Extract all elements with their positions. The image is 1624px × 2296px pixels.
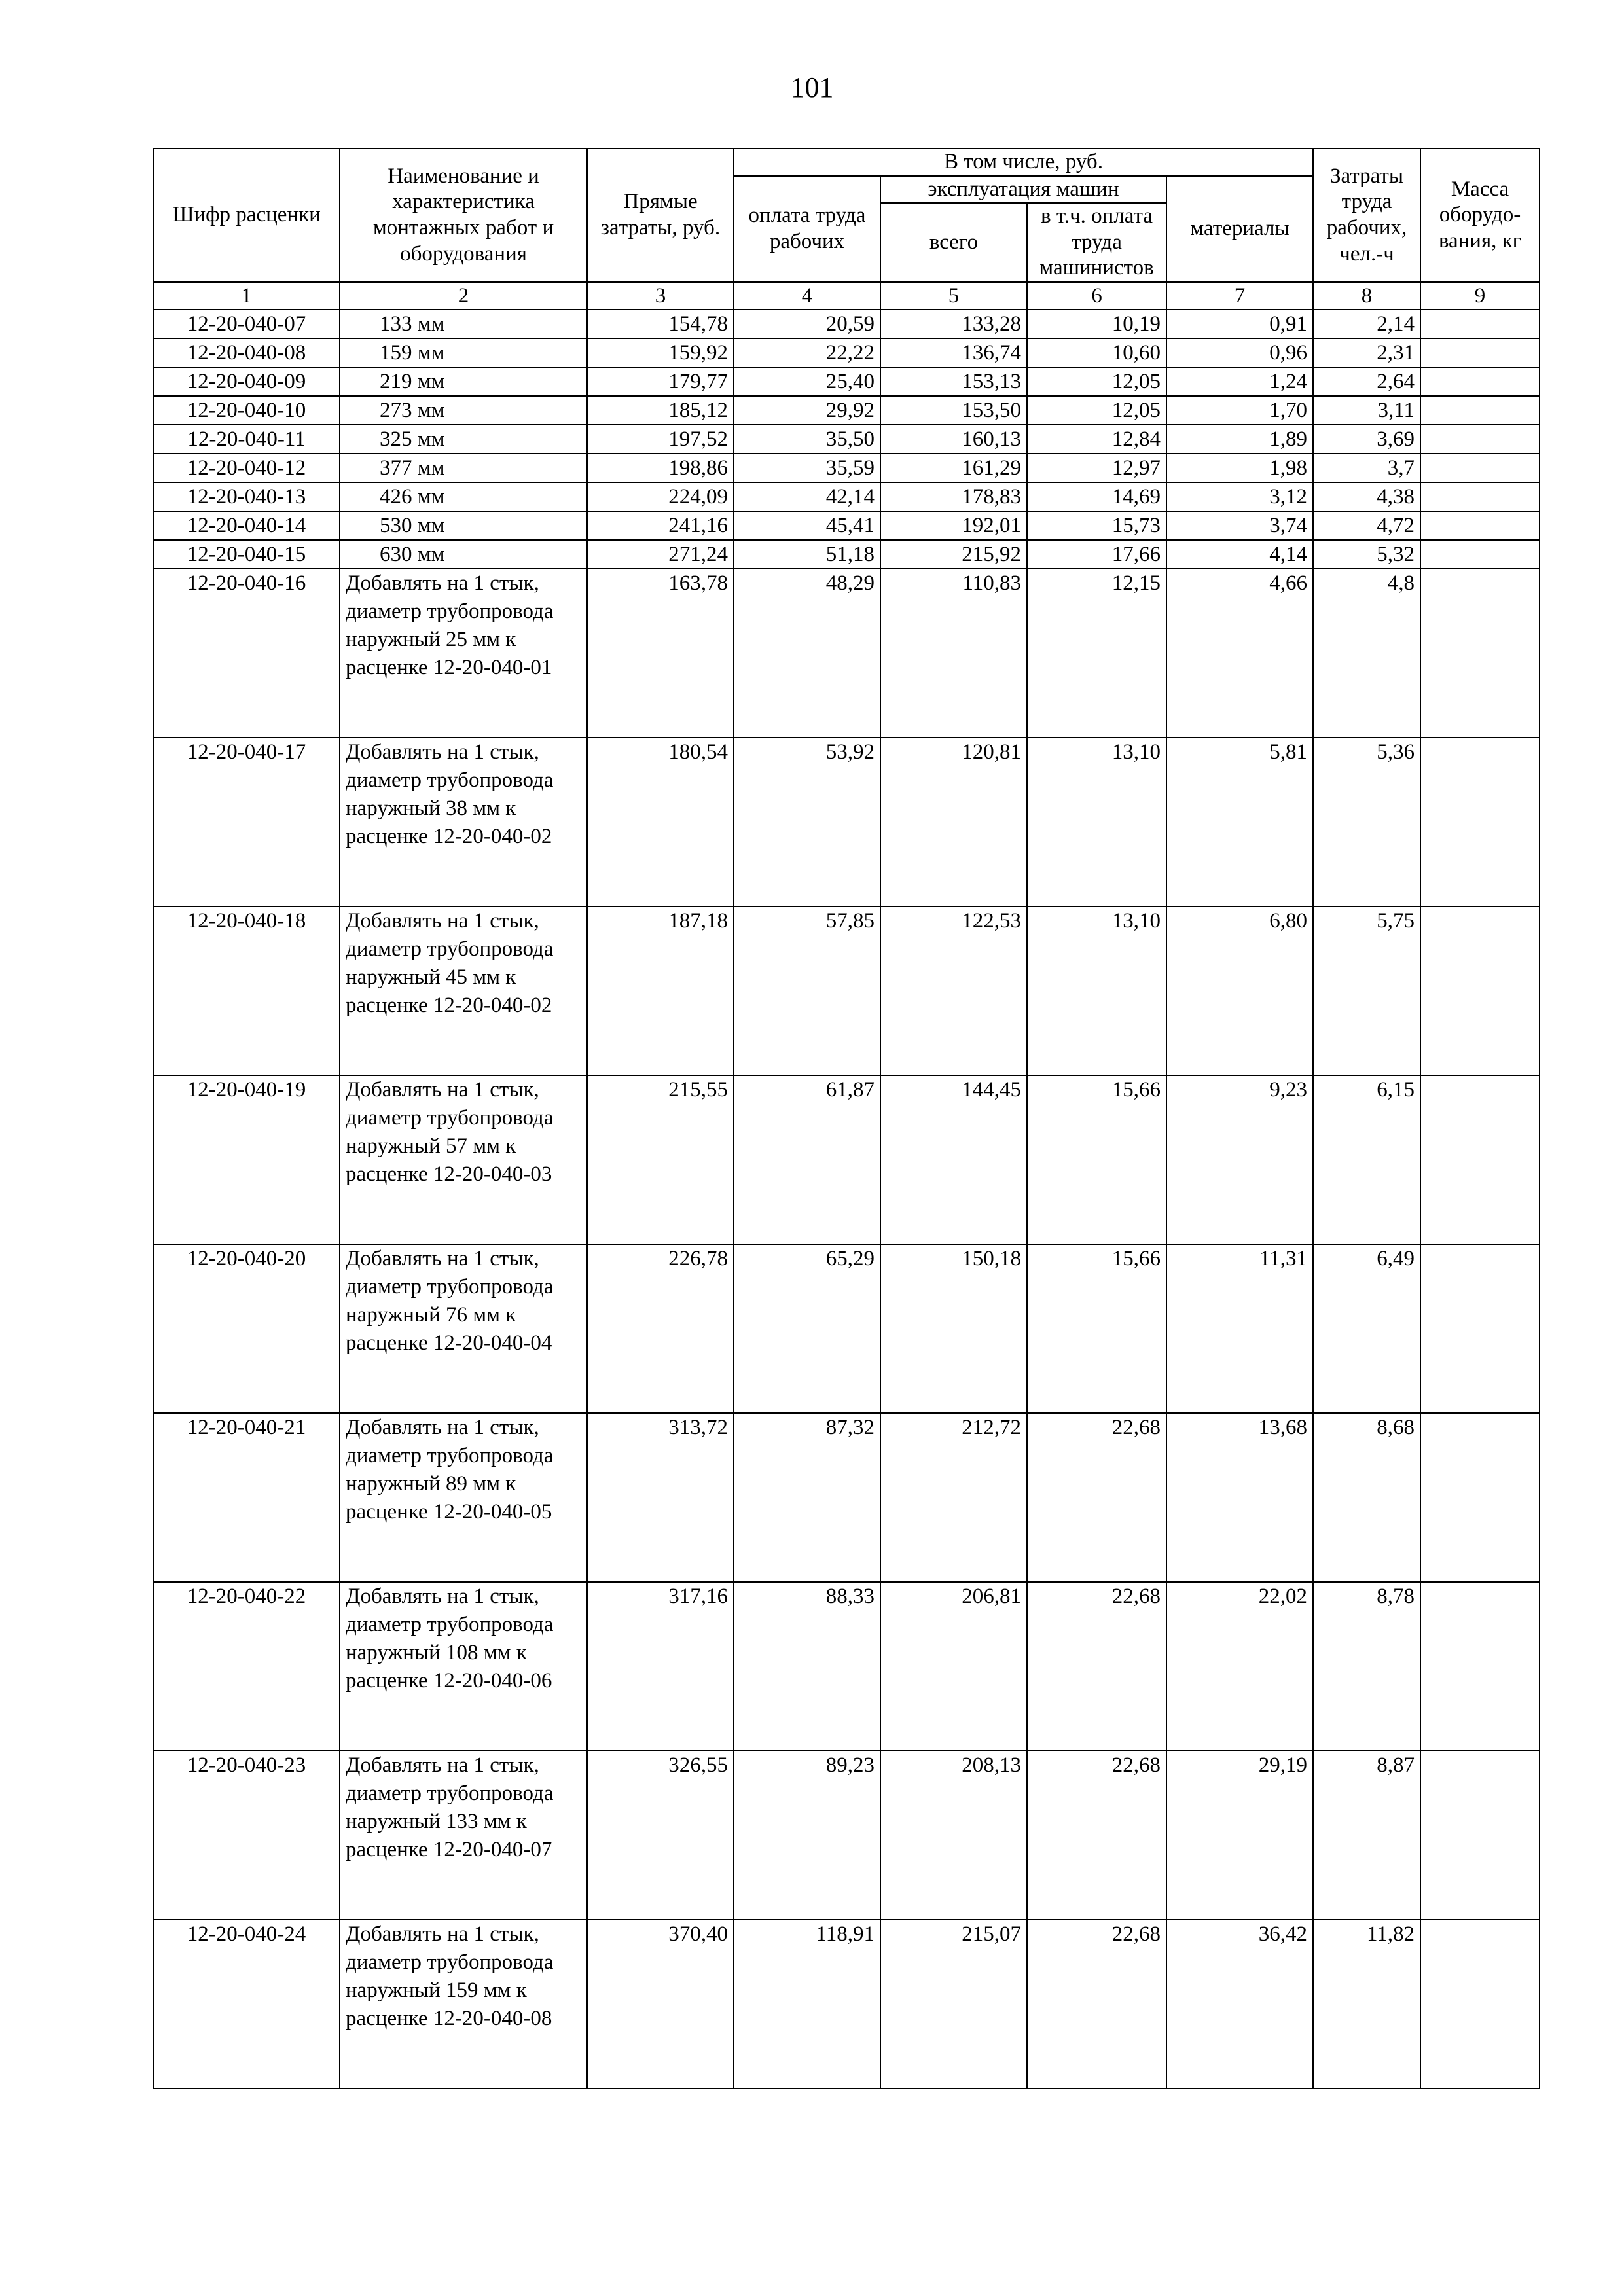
table-row — [153, 1075, 1540, 1244]
equipment-mass-cell — [1420, 569, 1540, 738]
table-row — [153, 482, 1540, 511]
work-name-cell: 325 мм — [340, 425, 587, 454]
work-name-cell: 273 мм — [340, 396, 587, 425]
labor-pay-cell: 48,29 — [734, 569, 880, 738]
materials-cell: 0,96 — [1166, 338, 1313, 367]
direct-costs-cell: 313,72 — [587, 1413, 734, 1582]
direct-costs-cell: 317,16 — [587, 1582, 734, 1751]
table-row — [153, 1751, 1540, 1920]
rate-code-cell: 12-20-040-12 — [153, 454, 340, 482]
machinists-pay-cell: 22,68 — [1027, 1582, 1166, 1751]
header-name: Наименование и характеристика монтажных работ и оборудования — [340, 149, 587, 282]
rate-code-cell: 12-20-040-07 — [153, 310, 340, 338]
machinists-pay-cell: 10,19 — [1027, 310, 1166, 338]
equipment-mass-cell — [1420, 425, 1540, 454]
materials-cell: 5,81 — [1166, 738, 1313, 906]
rate-code-cell: 12-20-040-11 — [153, 425, 340, 454]
materials-cell: 1,24 — [1166, 367, 1313, 396]
machines-total-cell: 208,13 — [880, 1751, 1027, 1920]
work-name-cell: Добавлять на 1 стык, диаметр трубопровода наружный 76 мм к расценке 12-20-040-04 — [340, 1244, 587, 1413]
table-row — [153, 1920, 1540, 2089]
rate-code-cell: 12-20-040-14 — [153, 511, 340, 540]
machines-total-cell: 122,53 — [880, 906, 1027, 1075]
materials-cell: 29,19 — [1166, 1751, 1313, 1920]
machinists-pay-cell: 12,05 — [1027, 396, 1166, 425]
rate-code-cell: 12-20-040-17 — [153, 738, 340, 906]
header-direct-costs: Прямые затраты, руб. — [587, 149, 734, 282]
machinists-pay-cell: 12,05 — [1027, 367, 1166, 396]
labor-pay-cell: 88,33 — [734, 1582, 880, 1751]
labor-pay-cell: 22,22 — [734, 338, 880, 367]
header-materials: материалы — [1166, 176, 1313, 282]
equipment-mass-cell — [1420, 738, 1540, 906]
direct-costs-cell: 180,54 — [587, 738, 734, 906]
table-row — [153, 367, 1540, 396]
work-name-cell: 426 мм — [340, 482, 587, 511]
equipment-mass-cell — [1420, 906, 1540, 1075]
work-name-cell: Добавлять на 1 стык, диаметр трубопровода наружный 57 мм к расценке 12-20-040-03 — [340, 1075, 587, 1244]
rate-code-cell: 12-20-040-13 — [153, 482, 340, 511]
equipment-mass-cell — [1420, 1075, 1540, 1244]
direct-costs-cell: 179,77 — [587, 367, 734, 396]
direct-costs-cell: 226,78 — [587, 1244, 734, 1413]
equipment-mass-cell — [1420, 511, 1540, 540]
rate-code-cell: 12-20-040-08 — [153, 338, 340, 367]
work-name-cell: Добавлять на 1 стык, диаметр трубопровода наружный 25 мм к расценке 12-20-040-01 — [340, 569, 587, 738]
work-name-cell: Добавлять на 1 стык, диаметр трубопровода наружный 159 мм к расценке 12-20-040-08 — [340, 1920, 587, 2089]
equipment-mass-cell — [1420, 1920, 1540, 2089]
materials-cell: 36,42 — [1166, 1920, 1313, 2089]
materials-cell: 3,12 — [1166, 482, 1313, 511]
materials-cell: 1,98 — [1166, 454, 1313, 482]
direct-costs-cell: 185,12 — [587, 396, 734, 425]
table-row — [153, 1582, 1540, 1751]
labor-pay-cell: 51,18 — [734, 540, 880, 569]
column-number: 5 — [880, 282, 1027, 310]
labor-hours-cell: 6,15 — [1313, 1075, 1420, 1244]
materials-cell: 11,31 — [1166, 1244, 1313, 1413]
machines-total-cell: 215,07 — [880, 1920, 1027, 2089]
materials-cell: 13,68 — [1166, 1413, 1313, 1582]
labor-hours-cell: 3,11 — [1313, 396, 1420, 425]
machines-total-cell: 153,13 — [880, 367, 1027, 396]
direct-costs-cell: 187,18 — [587, 906, 734, 1075]
column-number: 6 — [1027, 282, 1166, 310]
machinists-pay-cell: 15,66 — [1027, 1075, 1166, 1244]
labor-hours-cell: 5,32 — [1313, 540, 1420, 569]
equipment-mass-cell — [1420, 396, 1540, 425]
labor-hours-cell: 5,36 — [1313, 738, 1420, 906]
header-code: Шифр расценки — [153, 149, 340, 282]
labor-pay-cell: 29,92 — [734, 396, 880, 425]
rate-code-cell: 12-20-040-09 — [153, 367, 340, 396]
labor-pay-cell: 45,41 — [734, 511, 880, 540]
direct-costs-cell: 370,40 — [587, 1920, 734, 2089]
machines-total-cell: 192,01 — [880, 511, 1027, 540]
labor-pay-cell: 65,29 — [734, 1244, 880, 1413]
table-row — [153, 1244, 1540, 1413]
machines-total-cell: 215,92 — [880, 540, 1027, 569]
equipment-mass-cell — [1420, 1751, 1540, 1920]
work-name-cell: 159 мм — [340, 338, 587, 367]
machinists-pay-cell: 15,66 — [1027, 1244, 1166, 1413]
labor-pay-cell: 35,50 — [734, 425, 880, 454]
header-equipment-mass: Масса оборудо-вания, кг — [1420, 149, 1540, 282]
column-number: 3 — [587, 282, 734, 310]
materials-cell: 1,89 — [1166, 425, 1313, 454]
table-row — [153, 425, 1540, 454]
work-name-cell: Добавлять на 1 стык, диаметр трубопровода наружный 89 мм к расценке 12-20-040-05 — [340, 1413, 587, 1582]
work-name-cell: Добавлять на 1 стык, диаметр трубопровода наружный 38 мм к расценке 12-20-040-02 — [340, 738, 587, 906]
table-row — [153, 738, 1540, 906]
direct-costs-cell: 224,09 — [587, 482, 734, 511]
equipment-mass-cell — [1420, 482, 1540, 511]
direct-costs-cell: 198,86 — [587, 454, 734, 482]
direct-costs-cell: 154,78 — [587, 310, 734, 338]
machinists-pay-cell: 14,69 — [1027, 482, 1166, 511]
column-number: 2 — [340, 282, 587, 310]
work-name-cell: 530 мм — [340, 511, 587, 540]
header-labor-hours: Затраты труда рабочих, чел.-ч — [1313, 149, 1420, 282]
materials-cell: 4,14 — [1166, 540, 1313, 569]
materials-cell: 9,23 — [1166, 1075, 1313, 1244]
machines-total-cell: 120,81 — [880, 738, 1027, 906]
machines-total-cell: 133,28 — [880, 310, 1027, 338]
rate-code-cell: 12-20-040-22 — [153, 1582, 340, 1751]
machinists-pay-cell: 12,97 — [1027, 454, 1166, 482]
labor-hours-cell: 3,7 — [1313, 454, 1420, 482]
labor-pay-cell: 57,85 — [734, 906, 880, 1075]
rate-code-cell: 12-20-040-20 — [153, 1244, 340, 1413]
table-row — [153, 511, 1540, 540]
labor-hours-cell: 11,82 — [1313, 1920, 1420, 2089]
machines-total-cell: 161,29 — [880, 454, 1027, 482]
labor-pay-cell: 53,92 — [734, 738, 880, 906]
table-row — [153, 338, 1540, 367]
machinists-pay-cell: 22,68 — [1027, 1751, 1166, 1920]
rate-code-cell: 12-20-040-16 — [153, 569, 340, 738]
table-row — [153, 540, 1540, 569]
column-number: 8 — [1313, 282, 1420, 310]
machinists-pay-cell: 15,73 — [1027, 511, 1166, 540]
header-labor-pay: оплата труда рабочих — [734, 176, 880, 282]
work-name-cell: 630 мм — [340, 540, 587, 569]
table-body — [153, 310, 1540, 2089]
table-row — [153, 310, 1540, 338]
equipment-mass-cell — [1420, 454, 1540, 482]
materials-cell: 4,66 — [1166, 569, 1313, 738]
rates-table — [153, 148, 1540, 2089]
rate-code-cell: 12-20-040-10 — [153, 396, 340, 425]
direct-costs-cell: 271,24 — [587, 540, 734, 569]
table-row — [153, 1413, 1540, 1582]
column-number: 4 — [734, 282, 880, 310]
header-machines: эксплуатация машин — [880, 176, 1166, 204]
equipment-mass-cell — [1420, 1582, 1540, 1751]
labor-hours-cell: 6,49 — [1313, 1244, 1420, 1413]
equipment-mass-cell — [1420, 1413, 1540, 1582]
labor-hours-cell: 2,64 — [1313, 367, 1420, 396]
materials-cell: 6,80 — [1166, 906, 1313, 1075]
labor-pay-cell: 20,59 — [734, 310, 880, 338]
table-row — [153, 569, 1540, 738]
direct-costs-cell: 197,52 — [587, 425, 734, 454]
work-name-cell: Добавлять на 1 стык, диаметр трубопровода наружный 133 мм к расценке 12-20-040-07 — [340, 1751, 587, 1920]
work-name-cell: 219 мм — [340, 367, 587, 396]
machinists-pay-cell: 10,60 — [1027, 338, 1166, 367]
machinists-pay-cell: 17,66 — [1027, 540, 1166, 569]
materials-cell: 1,70 — [1166, 396, 1313, 425]
labor-pay-cell: 89,23 — [734, 1751, 880, 1920]
rate-code-cell: 12-20-040-18 — [153, 906, 340, 1075]
column-number: 9 — [1420, 282, 1540, 310]
table-row — [153, 906, 1540, 1075]
machinists-pay-cell: 22,68 — [1027, 1413, 1166, 1582]
labor-hours-cell: 2,31 — [1313, 338, 1420, 367]
work-name-cell: 133 мм — [340, 310, 587, 338]
labor-pay-cell: 61,87 — [734, 1075, 880, 1244]
direct-costs-cell: 163,78 — [587, 569, 734, 738]
labor-hours-cell: 4,72 — [1313, 511, 1420, 540]
labor-hours-cell: 3,69 — [1313, 425, 1420, 454]
labor-pay-cell: 35,59 — [734, 454, 880, 482]
labor-hours-cell: 5,75 — [1313, 906, 1420, 1075]
machines-total-cell: 136,74 — [880, 338, 1027, 367]
machines-total-cell: 212,72 — [880, 1413, 1027, 1582]
direct-costs-cell: 159,92 — [587, 338, 734, 367]
rate-code-cell: 12-20-040-21 — [153, 1413, 340, 1582]
direct-costs-cell: 241,16 — [587, 511, 734, 540]
machines-total-cell: 110,83 — [880, 569, 1027, 738]
machinists-pay-cell: 22,68 — [1027, 1920, 1166, 2089]
machinists-pay-cell: 13,10 — [1027, 738, 1166, 906]
work-name-cell: 377 мм — [340, 454, 587, 482]
equipment-mass-cell — [1420, 1244, 1540, 1413]
table-row — [153, 396, 1540, 425]
header-including: В том числе, руб. — [734, 149, 1313, 176]
equipment-mass-cell — [1420, 338, 1540, 367]
rate-code-cell: 12-20-040-24 — [153, 1920, 340, 2089]
column-number: 7 — [1166, 282, 1313, 310]
machines-total-cell: 160,13 — [880, 425, 1027, 454]
header-machinists-pay: в т.ч. оплата труда машинистов — [1027, 203, 1166, 282]
labor-hours-cell: 8,87 — [1313, 1751, 1420, 1920]
page-number: 101 — [790, 71, 834, 103]
materials-cell: 3,74 — [1166, 511, 1313, 540]
machinists-pay-cell: 12,15 — [1027, 569, 1166, 738]
column-number: 1 — [153, 282, 340, 310]
labor-hours-cell: 4,38 — [1313, 482, 1420, 511]
labor-hours-cell: 2,14 — [1313, 310, 1420, 338]
machines-total-cell: 150,18 — [880, 1244, 1027, 1413]
labor-pay-cell: 118,91 — [734, 1920, 880, 2089]
materials-cell: 22,02 — [1166, 1582, 1313, 1751]
rate-code-cell: 12-20-040-15 — [153, 540, 340, 569]
materials-cell: 0,91 — [1166, 310, 1313, 338]
direct-costs-cell: 326,55 — [587, 1751, 734, 1920]
labor-hours-cell: 8,68 — [1313, 1413, 1420, 1582]
labor-pay-cell: 87,32 — [734, 1413, 880, 1582]
rate-code-cell: 12-20-040-19 — [153, 1075, 340, 1244]
machinists-pay-cell: 12,84 — [1027, 425, 1166, 454]
table-row — [153, 454, 1540, 482]
header-machines-total: всего — [880, 203, 1027, 282]
labor-pay-cell: 25,40 — [734, 367, 880, 396]
rate-code-cell: 12-20-040-23 — [153, 1751, 340, 1920]
work-name-cell: Добавлять на 1 стык, диаметр трубопровода наружный 45 мм к расценке 12-20-040-02 — [340, 906, 587, 1075]
work-name-cell: Добавлять на 1 стык, диаметр трубопровода наружный 108 мм к расценке 12-20-040-06 — [340, 1582, 587, 1751]
table-header — [153, 149, 1540, 310]
labor-pay-cell: 42,14 — [734, 482, 880, 511]
labor-hours-cell: 4,8 — [1313, 569, 1420, 738]
machines-total-cell: 206,81 — [880, 1582, 1027, 1751]
machinists-pay-cell: 13,10 — [1027, 906, 1166, 1075]
equipment-mass-cell — [1420, 367, 1540, 396]
direct-costs-cell: 215,55 — [587, 1075, 734, 1244]
machines-total-cell: 178,83 — [880, 482, 1027, 511]
equipment-mass-cell — [1420, 540, 1540, 569]
machines-total-cell: 144,45 — [880, 1075, 1027, 1244]
labor-hours-cell: 8,78 — [1313, 1582, 1420, 1751]
machines-total-cell: 153,50 — [880, 396, 1027, 425]
equipment-mass-cell — [1420, 310, 1540, 338]
column-numbers-row — [153, 282, 1540, 310]
